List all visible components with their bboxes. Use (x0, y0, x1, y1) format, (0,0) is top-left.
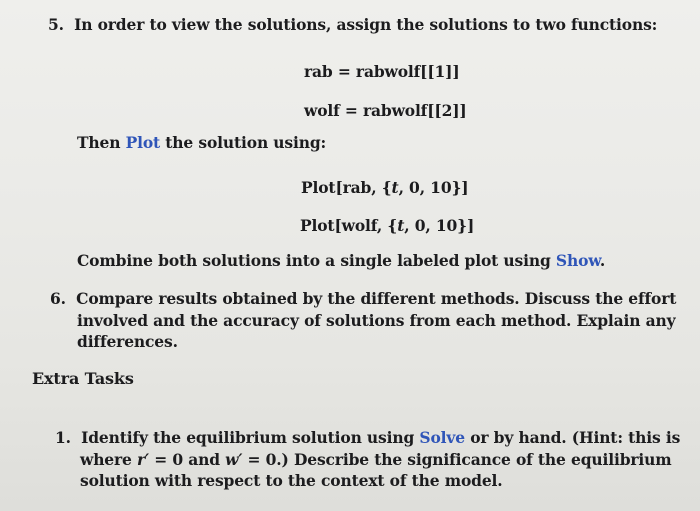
plot-rab-pre: Plot[rab, { (301, 178, 392, 197)
item-6-text-1: Compare results obtained by the different methods. Discuss the effort (76, 289, 677, 308)
item-5-text: In order to view the solutions, assign the solutions to two functions: (74, 15, 658, 34)
plot-keyword: Plot (125, 133, 161, 152)
plot-rab-t: t (391, 178, 399, 197)
rab-assignment: rab = rabwolf[[1]] (304, 62, 460, 81)
extra-1-where: where (80, 450, 132, 469)
combine-after: . (599, 251, 606, 270)
item-6-line-3: differences. (77, 332, 178, 351)
plot-instruction (77, 133, 326, 153)
plot-wolf-command (300, 216, 474, 236)
plot-wolf-t: t (397, 216, 405, 235)
extra-1-line-3: solution with respect to the context of the model. (80, 471, 503, 490)
extra-1-number: 1. (55, 428, 71, 447)
wolf-assignment: wolf = rabwolf[[2]] (304, 101, 467, 120)
extra-tasks-heading: Extra Tasks (32, 369, 134, 388)
r-prime: r′ (137, 450, 149, 469)
item-6-line-1 (50, 289, 676, 309)
extra-1-line-2 (80, 450, 672, 470)
plot-wolf-pre: Plot[wolf, { (300, 216, 398, 235)
show-keyword: Show (555, 251, 600, 270)
plot-instruction-after: the solution using: (165, 133, 327, 152)
plot-rab-post: , 0, 10}] (398, 178, 469, 197)
combine-before: Combine both solutions into a single labeled plot using (77, 251, 551, 270)
extra-1-line-1 (55, 428, 680, 448)
item-5-number: 5. (48, 15, 64, 34)
item-6-number: 6. (50, 289, 66, 308)
plot-wolf-post: , 0, 10}] (404, 216, 475, 235)
combine-instruction (77, 251, 605, 271)
solve-keyword: Solve (419, 428, 465, 447)
w-prime: w′ (225, 450, 243, 469)
plot-instruction-before: Then (77, 133, 121, 152)
plot-rab-command (301, 178, 468, 198)
item-6-line-2: involved and the accuracy of solutions from each method. Explain any (77, 311, 676, 330)
extra-1-before: Identify the equilibrium solution using (81, 428, 415, 447)
extra-1-eq1: = 0 and (154, 450, 220, 469)
item-5-line (48, 15, 657, 35)
extra-1-eq2: = 0.) Describe the significance of the equilibrium (247, 450, 672, 469)
extra-1-after: or by hand. (Hint: this is (470, 428, 681, 447)
